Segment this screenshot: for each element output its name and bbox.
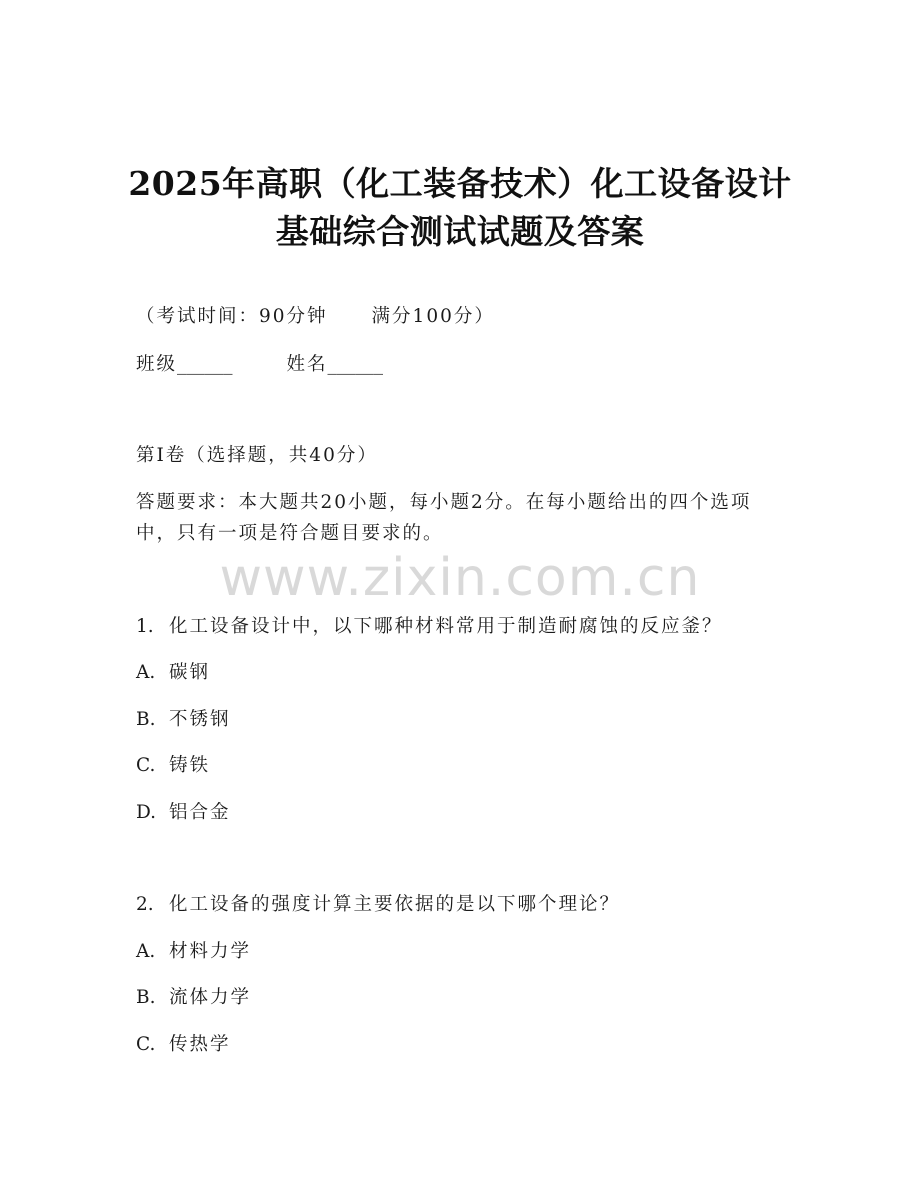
exam-info: [136, 302, 495, 328]
watermark: www.zixin.com.cn: [219, 548, 701, 608]
option-letter: A.: [136, 662, 156, 683]
document-title-line-2: 基础综合测试试题及答案: [275, 212, 645, 251]
option-letter: B.: [136, 987, 156, 1008]
question-1-option-b: [136, 705, 231, 731]
instructions-line-2: 中，只有一项是符合题目要求的。: [136, 523, 444, 544]
exam-score: 满分100分）: [371, 306, 495, 327]
name-blank: ______: [327, 354, 384, 375]
question-1-option-a: [136, 658, 210, 684]
option-text: 流体力学: [169, 987, 252, 1008]
option-letter: B.: [136, 709, 156, 730]
question-text: 化工设备设计中，以下哪种材料常用于制造耐腐蚀的反应釜？: [169, 616, 723, 637]
question-2-option-b: [136, 983, 251, 1009]
class-blank: ______: [177, 354, 233, 375]
option-text: 传热学: [169, 1034, 231, 1055]
question-1: [136, 612, 723, 638]
instructions-line-1: 答题要求：本大题共20小题，每小题2分。在每小题给出的四个选项: [136, 492, 752, 513]
class-label: 班级: [136, 354, 178, 375]
option-letter: A.: [136, 941, 156, 962]
student-fields: [136, 350, 383, 376]
option-text: 碳钢: [169, 662, 211, 683]
option-text: 铝合金: [169, 802, 231, 823]
question-2-option-a: [136, 937, 251, 963]
option-text: 材料力学: [169, 941, 252, 962]
question-1-option-c: [136, 751, 210, 777]
question-number: 2.: [136, 894, 154, 915]
option-text: 铸铁: [169, 755, 211, 776]
question-number: 1.: [136, 616, 154, 637]
document-title-line-1: 2025年高职（化工装备技术）化工设备设计: [128, 164, 792, 203]
option-letter: C.: [136, 755, 156, 776]
option-text: 不锈钢: [169, 709, 231, 730]
question-2: [136, 890, 620, 916]
exam-time: （考试时间：90分钟: [136, 306, 328, 327]
question-2-option-c: [136, 1030, 231, 1056]
name-label: 姓名: [286, 354, 328, 375]
question-1-option-d: [136, 798, 231, 824]
option-letter: C.: [136, 1034, 156, 1055]
section-heading: 第I卷（选择题，共40分）: [136, 445, 378, 466]
option-letter: D.: [136, 802, 157, 823]
question-text: 化工设备的强度计算主要依据的是以下哪个理论？: [169, 894, 621, 915]
